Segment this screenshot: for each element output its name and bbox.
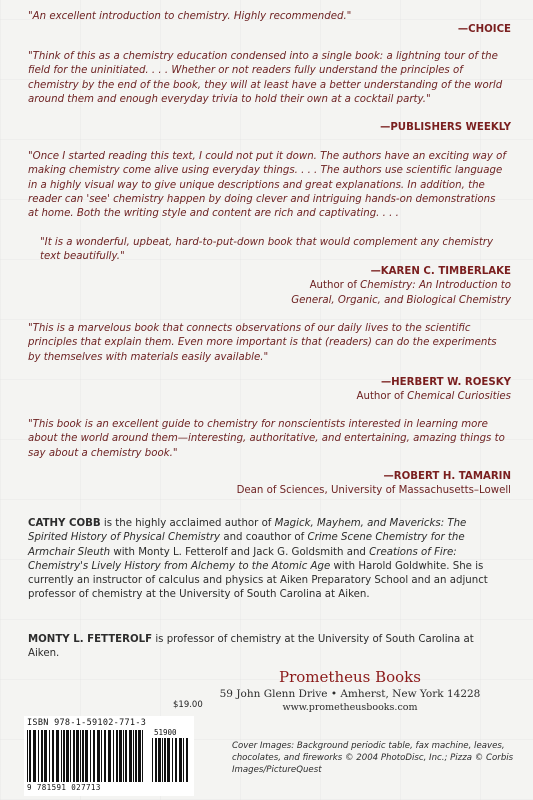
attribution-name: —CHOICE	[457, 24, 511, 35]
barcode-addon-bars-icon	[152, 738, 192, 782]
publisher-address: 59 John Glenn Drive • Amherst, New York 14228	[219, 688, 481, 700]
isbn-text: ISBN 978-1-59102-771-3	[27, 718, 147, 728]
barcode-addon-number: 51900	[154, 728, 177, 737]
quote-text: "Think of this as a chemistry education condensed into a single book: a lightning tour of the field for the uninitiated. . . . Whether or not readers fully understand the principles of chemistry by the end of the book, they will at least have a better understanding of the world around them and enough everyday trivia to hold their own at a cocktail party."	[28, 51, 503, 105]
price-label: $19.00	[173, 700, 203, 710]
image-credits: Cover Images: Background periodic table, fax machine, leaves, chocolates, and fireworks © 2004 PhotoDisc, Inc.; Pizza © Corbis Images/PictureQuest	[232, 741, 514, 775]
quote-attribution	[357, 376, 511, 405]
quote-timberlake-cont	[40, 236, 506, 265]
barcode-bars-icon	[27, 730, 147, 782]
quote-attribution	[281, 265, 511, 308]
book-title: Magick, Mayhem, and Mavericks: The Spirited History of Physical Chemistry	[28, 518, 467, 544]
attribution-name: —HERBERT W. ROESKY	[380, 377, 511, 388]
barcode-digits: 9 781591 027713	[27, 783, 101, 792]
quote-text: "An excellent introduction to chemistry. Highly recommended."	[28, 11, 352, 22]
quote-publishers-weekly	[28, 50, 506, 107]
publisher-name: Prometheus Books	[279, 668, 421, 686]
author-name: MONTY L. FETTEROLF	[28, 634, 153, 645]
attribution-role: Dean of Sciences, University of Massachusetts–Lowell	[236, 485, 511, 497]
book-title: Creations of Fire: Chemistry's Lively History from Alchemy to the Atomic Age	[28, 546, 457, 572]
quote-attribution	[380, 121, 511, 135]
publisher-url: www.prometheusbooks.com	[282, 702, 418, 713]
publisher-block	[190, 668, 510, 713]
quote-roesky	[28, 322, 506, 365]
attribution-name: —KAREN C. TIMBERLAKE	[370, 266, 511, 277]
attribution-name: —PUBLISHERS WEEKLY	[380, 122, 511, 133]
quote-attribution	[458, 23, 511, 37]
attribution-name: —ROBERT H. TAMARIN	[383, 471, 511, 482]
quote-timberlake	[28, 150, 506, 221]
quote-text: "This is a marvelous book that connects observations of our daily lives to the scientific principles that explain them. Even more important is that (readers) can do the experiments by themselves with materials easily available."	[28, 323, 497, 363]
attribution-role: Author of Chemistry: An Introduction to General, Organic, and Biological Chemistry	[291, 280, 511, 306]
barcode	[24, 716, 194, 796]
quote-text: "It is a wonderful, upbeat, hard-to-put-down book that would complement any chemistry text beautifully."	[40, 237, 494, 263]
author-bio-fetterolf: MONTY L. FETTEROLF is professor of chemistry at the University of South Carolina at Aiken.	[28, 634, 474, 660]
author-bio-cobb: CATHY COBB is the highly acclaimed author of Magick, Mayhem, and Mavericks: The Spirited History of Physical Chemistry and coauthor of Crime Scene Chemistry for the Armchair Sleuth with Monty L. Fetterolf and Jack G. Goldsmith and Creations of Fire: Chemistry's Lively History from Alchemy to the Atomic Age with Harold Goldwhite. She is currently an instructor of calculus and physics at Aiken Preparatory School and an adjunct professor of chemistry at the University of South Carolina at Aiken.	[28, 518, 488, 601]
quote-text: "Once I started reading this text, I could not put it down. The authors have an exciting way of making chemistry come alive using everyday things. . . . The authors use scientific language in a highly visual way to give unique descriptions and great explanations. In addition, the reader can 'see' chemistry happen by doing clever and intriguing hands-on demonstrations at home. Both the writing style and content are rich and captivating. . . .	[28, 151, 506, 220]
book-title: Crime Scene Chemistry for the Armchair Sleuth	[28, 532, 465, 558]
quote-attribution	[237, 470, 511, 499]
quote-tamarin	[28, 418, 506, 461]
author-name: CATHY COBB	[28, 518, 101, 529]
quote-choice	[28, 10, 506, 24]
quote-text: "This book is an excellent guide to chemistry for nonscientists interested in learning more about the world around them—interesting, authoritative, and entertaining, amazing things to say about a chemistry book."	[28, 419, 505, 459]
attribution-role: Author of Chemical Curiosities	[356, 391, 511, 403]
